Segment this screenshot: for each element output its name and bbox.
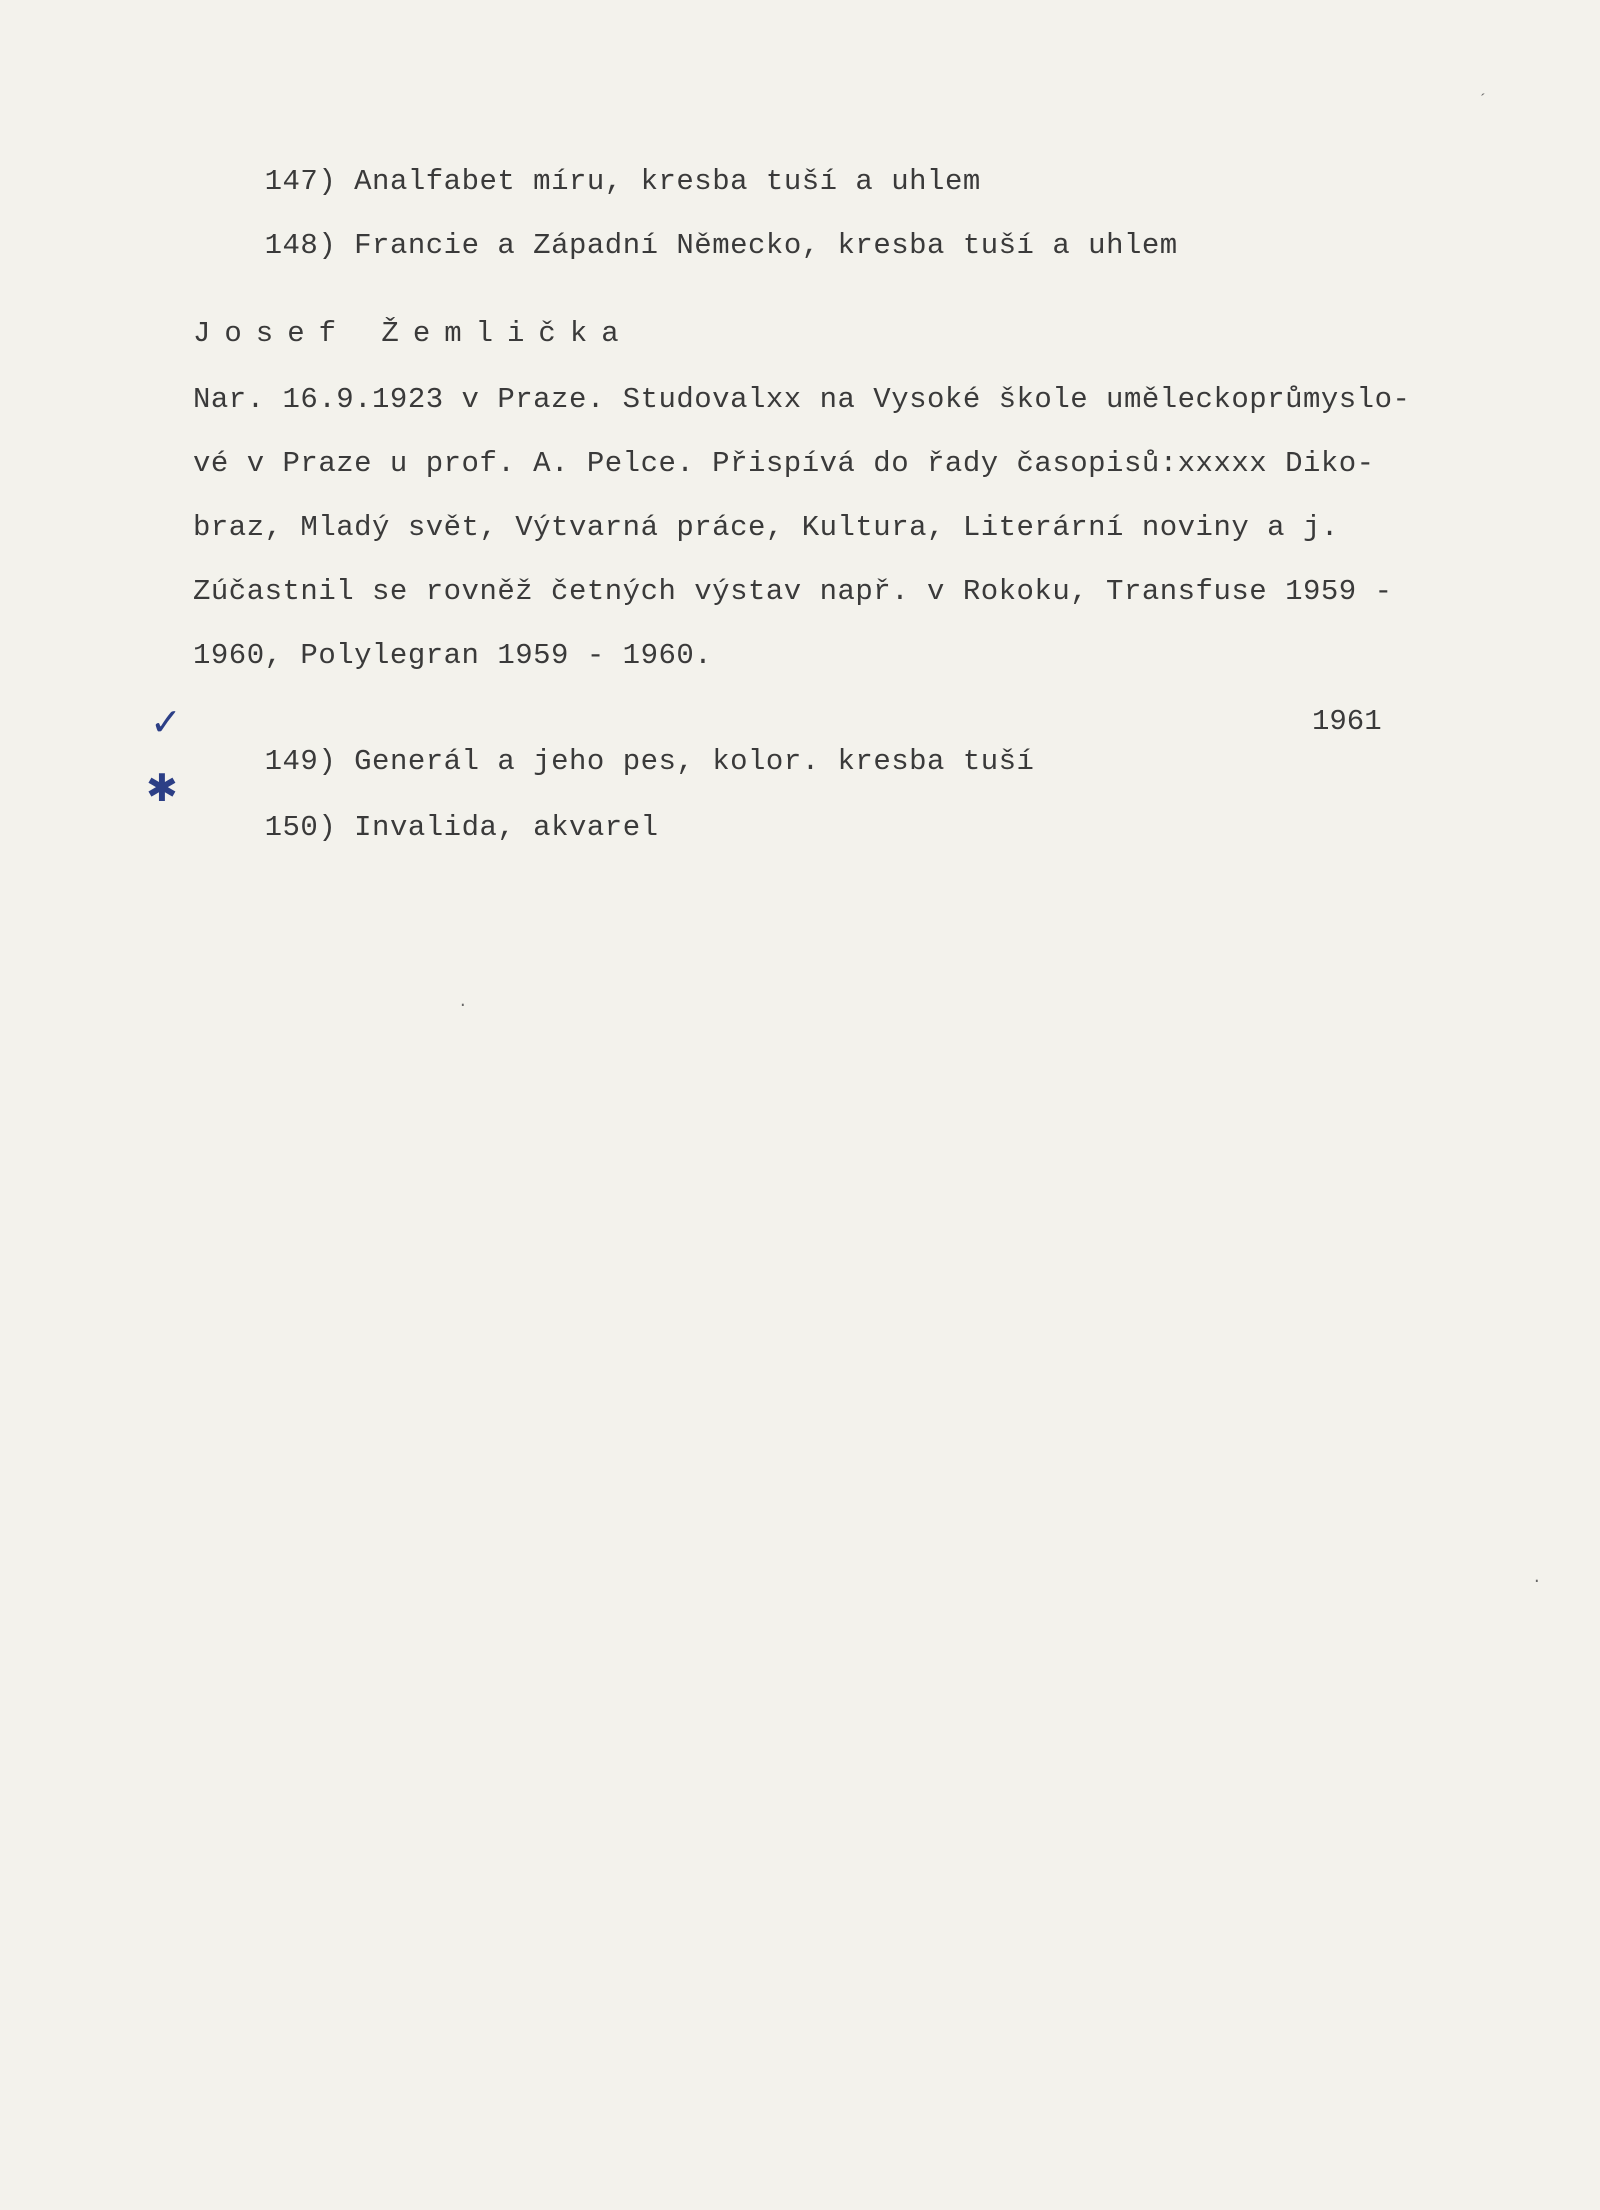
- bio-line: braz, Mladý svět, Výtvarná práce, Kultura, Literární noviny a j.: [193, 511, 1339, 544]
- check-mark-icon: ✓: [150, 700, 182, 744]
- entry-number: 150): [264, 811, 337, 844]
- bio-line: vé v Praze u prof. A. Pelce. Přispívá do řady časopisů:xxxxx Diko-: [193, 447, 1375, 480]
- entry-title: Invalida, akvarel: [354, 811, 659, 844]
- entry-number: 147): [264, 165, 337, 198]
- entry-150: [193, 768, 659, 888]
- paper-speck: ·: [1532, 1572, 1542, 1590]
- paper-speck: ´: [1478, 92, 1488, 110]
- entry-title: Generál a jeho pes, kolor. kresba tuší: [354, 745, 1035, 778]
- bio-line: Zúčastnil se rovněž četných výstav např. v Rokoku, Transfuse 1959 -: [193, 575, 1393, 608]
- entry-title: Francie a Západní Německo, kresba tuší a uhlem: [354, 229, 1178, 262]
- entry-148: [193, 186, 1178, 306]
- entry-year: 1961: [1312, 705, 1382, 738]
- bio-line: 1960, Polylegran 1959 - 1960.: [193, 639, 713, 672]
- paper-speck: ·: [458, 996, 468, 1014]
- bio-line: Nar. 16.9.1923 v Praze. Studovalxx na Vysoké škole uměleckoprůmyslo-: [193, 383, 1411, 416]
- artist-name: Josef Žemlička: [193, 317, 633, 350]
- entry-number: 148): [264, 229, 337, 262]
- entry-title: Analfabet míru, kresba tuší a uhlem: [354, 165, 981, 198]
- asterisk-mark-icon: ✱: [146, 766, 178, 810]
- entry-number: 149): [264, 745, 337, 778]
